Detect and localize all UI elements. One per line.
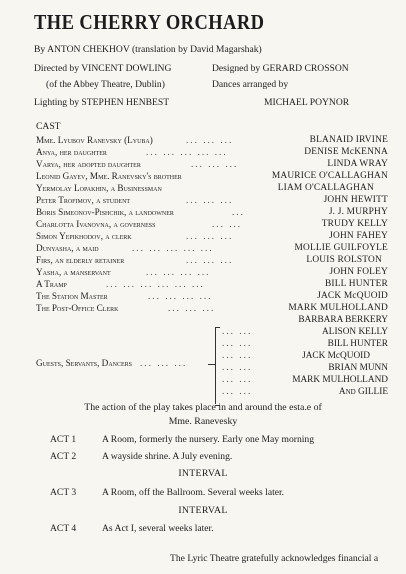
cast-actor: BILL HUNTER: [327, 339, 388, 349]
cast-actor: TRUDY KELLY: [321, 219, 388, 229]
cast-role: A Tramp: [36, 279, 67, 289]
cast-role: Charlotta Ivanovna, a governess: [36, 219, 156, 229]
cast-actor: JACK McQUOID: [302, 351, 370, 361]
cast-row: [36, 254, 388, 266]
cast-row: [36, 146, 388, 158]
act-row: [50, 523, 390, 535]
setting-line-2: Mme. Ranevesky: [168, 416, 238, 427]
act-row: [50, 451, 390, 463]
act-description: As Act I, several weeks later.: [102, 523, 214, 534]
acknowledgement-text: The Lyric Theatre gratefully acknowledges financial a: [170, 553, 379, 564]
cast-actor: BLANAID IRVINE: [309, 135, 388, 145]
guest-row: [222, 375, 388, 386]
act-number: ACT 1: [50, 434, 77, 445]
cast-actor: MARK MULHOLLAND: [288, 303, 388, 313]
leader-dots: ... ... ... ...: [146, 267, 211, 277]
dances-name: MICHAEL POYNOR: [264, 97, 350, 108]
cast-heading: CAST: [36, 121, 61, 132]
interval-label: INTERVAL: [178, 505, 228, 516]
interval-label: INTERVAL: [178, 468, 228, 479]
cast-role: Mme. Lyubov Ranevsky (Lyuba): [36, 135, 153, 145]
brace: [215, 327, 223, 404]
guest-row: [222, 363, 388, 374]
guest-row: [222, 387, 388, 398]
cast-actor: BILL HUNTER: [324, 279, 388, 289]
lighting-credit: Lighting by STEPHEN HENBEST: [34, 97, 170, 108]
cast-row: [36, 278, 388, 290]
leader-dots: ...: [232, 207, 245, 217]
cast-role: The Station Master: [36, 291, 108, 301]
cast-row: [36, 170, 388, 182]
leader-dots: ... ...: [212, 219, 243, 229]
cast-row: [36, 158, 388, 170]
act-row: [50, 487, 390, 499]
cast-actor: MAURICE O'CALLAGHAN: [271, 171, 388, 181]
act-row: [50, 434, 390, 446]
guest-row: [222, 351, 388, 362]
cast-actor: J. J. MURPHY: [328, 207, 388, 217]
setting-line-1: The action of the play takes place in and around the esta.e of: [84, 402, 322, 413]
brace-point: [208, 364, 215, 365]
act-number: ACT 2: [50, 451, 77, 462]
cast-row: [36, 194, 388, 206]
cast-row: [36, 206, 388, 218]
cast-actor: JOHN FOLEY: [329, 267, 388, 277]
guest-row: [222, 327, 388, 338]
cast-row: [36, 242, 388, 254]
act-description: A Room, formerly the nursery. Early one May morning: [102, 434, 314, 445]
cast-actor: BRIAN MUNN: [328, 363, 388, 373]
cast-actor: BARBARA BERKERY: [298, 315, 388, 325]
cast-role: Simon Yepikhodov, a clerk: [36, 231, 132, 241]
cast-actor: JOHN HEWITT: [323, 195, 388, 205]
guests-label-row: [36, 358, 187, 368]
cast-row: [36, 182, 388, 194]
act-number: ACT 4: [50, 523, 77, 534]
leader-dots: ... ...: [222, 363, 253, 373]
guests-label: Guests, Servants, Dancers: [36, 358, 132, 368]
leader-dots: ... ... ...: [186, 231, 234, 241]
act-description: A Room, off the Ballroom. Several weeks later.: [102, 487, 285, 498]
leader-dots: ... ...: [222, 387, 253, 397]
play-title: THE CHERRY ORCHARD: [34, 10, 265, 34]
cast-actor: And GILLIE: [338, 387, 388, 397]
leader-dots: ... ... ...: [140, 358, 188, 368]
cast-actor: JOHN FAHEY: [329, 231, 388, 241]
cast-role: The Post-Office Clerk: [36, 303, 119, 313]
cast-actor: DENISE McKENNA: [304, 147, 388, 157]
cast-actor: LOUIS ROLSTON: [306, 255, 382, 265]
cast-role: Yasha, a manservant: [36, 267, 111, 277]
cast-role: Peter Trofimov, a student: [36, 195, 131, 205]
cast-row: [36, 302, 388, 314]
author-credit: By ANTON CHEKHOV (translation by David Magarshak): [34, 44, 262, 55]
act-description: A wayside shrine. A July evening.: [102, 451, 233, 462]
cast-row: [36, 290, 388, 302]
leader-dots: ... ...: [222, 327, 253, 337]
leader-dots: ... ... ... ...: [148, 291, 213, 301]
cast-actor: LIAM O'CALLAGHAN: [277, 183, 374, 193]
cast-actor: MARK MULHOLLAND: [292, 375, 388, 385]
cast-role: Boris Simeonov-Pishchik, a landowner: [36, 207, 174, 217]
act-number: ACT 3: [50, 487, 77, 498]
leader-dots: ... ...: [222, 339, 253, 349]
dances-credit: Dances arranged by: [212, 79, 289, 90]
cast-row: [36, 266, 388, 278]
cast-role: Firs, an elderly retainer: [36, 255, 125, 265]
leader-dots: ... ... ... ... ... ...: [106, 279, 205, 289]
leader-dots: ... ... ...: [168, 303, 216, 313]
leader-dots: ... ... ...: [191, 159, 239, 169]
guest-row: [222, 315, 388, 326]
cast-role: Anya, her daughter: [36, 147, 107, 157]
cast-actor: LINDA WRAY: [327, 159, 388, 169]
director-credit: Directed by VINCENT DOWLING: [34, 63, 172, 74]
leader-dots: ... ... ... ... ...: [132, 243, 214, 253]
leader-dots: ... ...: [222, 351, 253, 361]
cast-row: [36, 134, 388, 146]
cast-actor: MOLLIE GUILFOYLE: [294, 243, 388, 253]
cast-role: Yermolay Lopakhin, a Businessman: [36, 183, 162, 193]
leader-dots: ... ... ... ... ...: [146, 147, 228, 157]
cast-row: [36, 218, 388, 230]
designer-credit: Designed by GERARD CROSSON: [212, 63, 349, 74]
cast-role: Varya, her adopted daughter: [36, 159, 141, 169]
leader-dots: ... ... ...: [186, 255, 234, 265]
leader-dots: ... ... ...: [186, 135, 234, 145]
cast-actor: JACK McQUOID: [317, 291, 388, 301]
cast-row: [36, 230, 388, 242]
leader-dots: ... ... ...: [186, 195, 234, 205]
leader-dots: ... ...: [222, 375, 253, 385]
cast-role: Leonid Gayev, Mme. Ranevsky's brother: [36, 171, 182, 181]
cast-actor: ALISON KELLY: [322, 327, 388, 337]
director-note: (of the Abbey Theatre, Dublin): [46, 79, 165, 90]
guest-row: [222, 339, 388, 350]
cast-role: Dunyasha, a maid: [36, 243, 99, 253]
